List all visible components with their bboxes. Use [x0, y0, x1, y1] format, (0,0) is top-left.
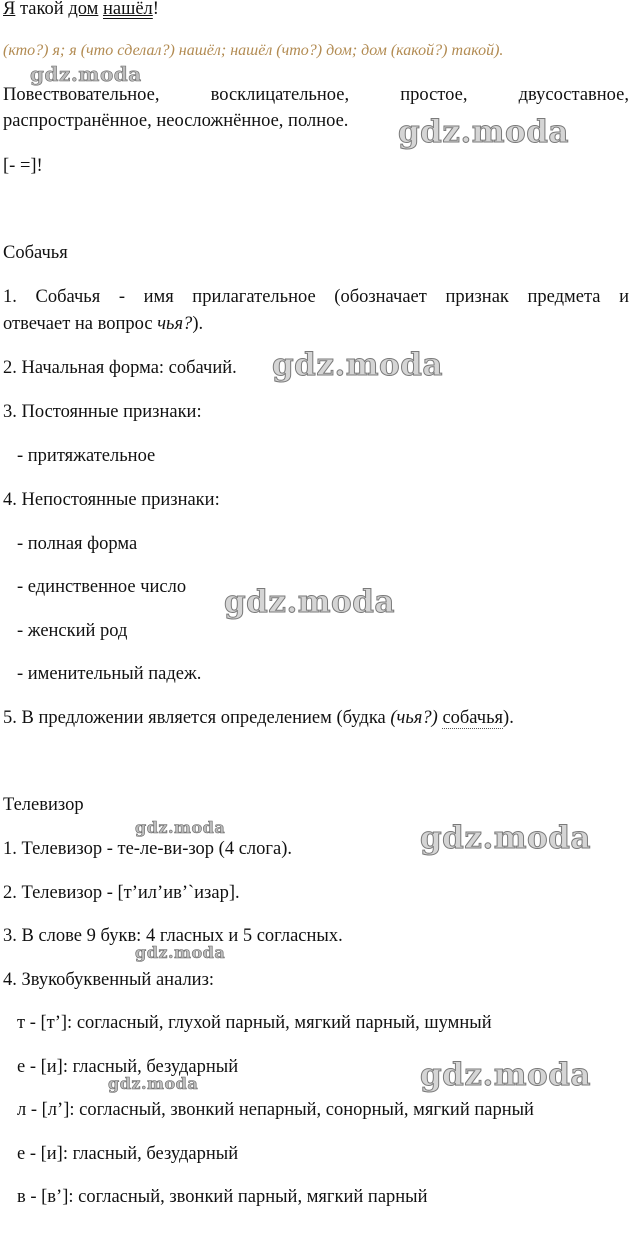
adjective-p2: 2. Начальная форма: собачий.	[3, 358, 237, 378]
p1-question: чья?	[157, 314, 193, 334]
phonetic-line: 3. В слове 9 букв: 4 гласных и 5 согласных.	[3, 926, 343, 946]
p5-text: 5. В предложении является определением (будка	[3, 708, 391, 728]
watermark: gdz.moda	[398, 114, 569, 150]
sound-row: л - [л’]: согласный, звонкий непарный, сонорный, мягкий парный	[17, 1100, 534, 1120]
phonetic-line: 4. Звукобуквенный анализ:	[3, 970, 215, 990]
watermark: gdz.moda	[108, 1074, 199, 1093]
watermark: gdz.moda	[30, 62, 142, 86]
watermark: gdz.moda	[420, 1057, 591, 1093]
watermark: gdz.moda	[224, 584, 395, 620]
adjective-p1-line2	[3, 313, 629, 335]
end-mark: !	[152, 0, 159, 19]
adjective-p1-line1: 1. Собачья - имя прилагательное (обозначает признак предмета и	[3, 287, 629, 307]
phonetic-line: 1. Телевизор - те-ле-ви-зор (4 слога).	[3, 839, 292, 859]
watermark: gdz.moda	[420, 820, 591, 856]
watermark: gdz.moda	[135, 818, 226, 837]
sound-row: в - [в’]: согласный, звонкий парный, мягкий парный	[17, 1187, 428, 1207]
sentence-line	[3, 0, 629, 20]
characteristics-line-2: распространённое, неосложнённое, полное.	[3, 111, 349, 131]
list-item: - именительный падеж.	[17, 664, 202, 684]
p5-question: (чья?)	[390, 708, 438, 728]
watermark: gdz.moda	[272, 347, 443, 383]
sentence-scheme: [- =]!	[3, 156, 43, 176]
p1-text: отвечает на вопрос	[3, 314, 158, 334]
sound-row: т - [т’]: согласный, глухой парный, мягкий парный, шумный	[17, 1013, 492, 1033]
list-item: - единственное число	[17, 577, 187, 597]
predicate-word: нашёл	[102, 0, 153, 19]
watermark: gdz.moda	[135, 943, 226, 962]
adjective-p5	[3, 707, 629, 729]
adjective-p4: 4. Непостоянные признаки:	[3, 490, 220, 510]
list-item: - женский род	[17, 621, 128, 641]
list-item: - полная форма	[17, 534, 138, 554]
object-word: дом	[68, 0, 99, 19]
sound-row: е - [и]: гласный, безударный	[17, 1144, 239, 1164]
sound-row: е - [и]: гласный, безударный	[17, 1057, 239, 1077]
word-takoy: такой	[19, 0, 64, 19]
list-item: - притяжательное	[17, 446, 156, 466]
word-links-note: (кто?) я; я (что сделал?) нашёл; нашёл (что?) дом; дом (какой?) такой).	[3, 42, 504, 59]
p5-end: ).	[503, 708, 514, 728]
p5-word: собачья	[442, 708, 504, 728]
characteristics-line-1: Повествовательное, восклицательное, простое, двусоставное,	[3, 85, 629, 105]
p1-end: ).	[192, 314, 204, 334]
adjective-p3: 3. Постоянные признаки:	[3, 402, 202, 422]
adjective-heading: Собачья	[3, 243, 68, 263]
phonetic-heading: Телевизор	[3, 795, 84, 815]
subject-word: Я	[3, 0, 16, 19]
phonetic-line: 2. Телевизор - [т’ил’ив’`изар].	[3, 883, 240, 903]
